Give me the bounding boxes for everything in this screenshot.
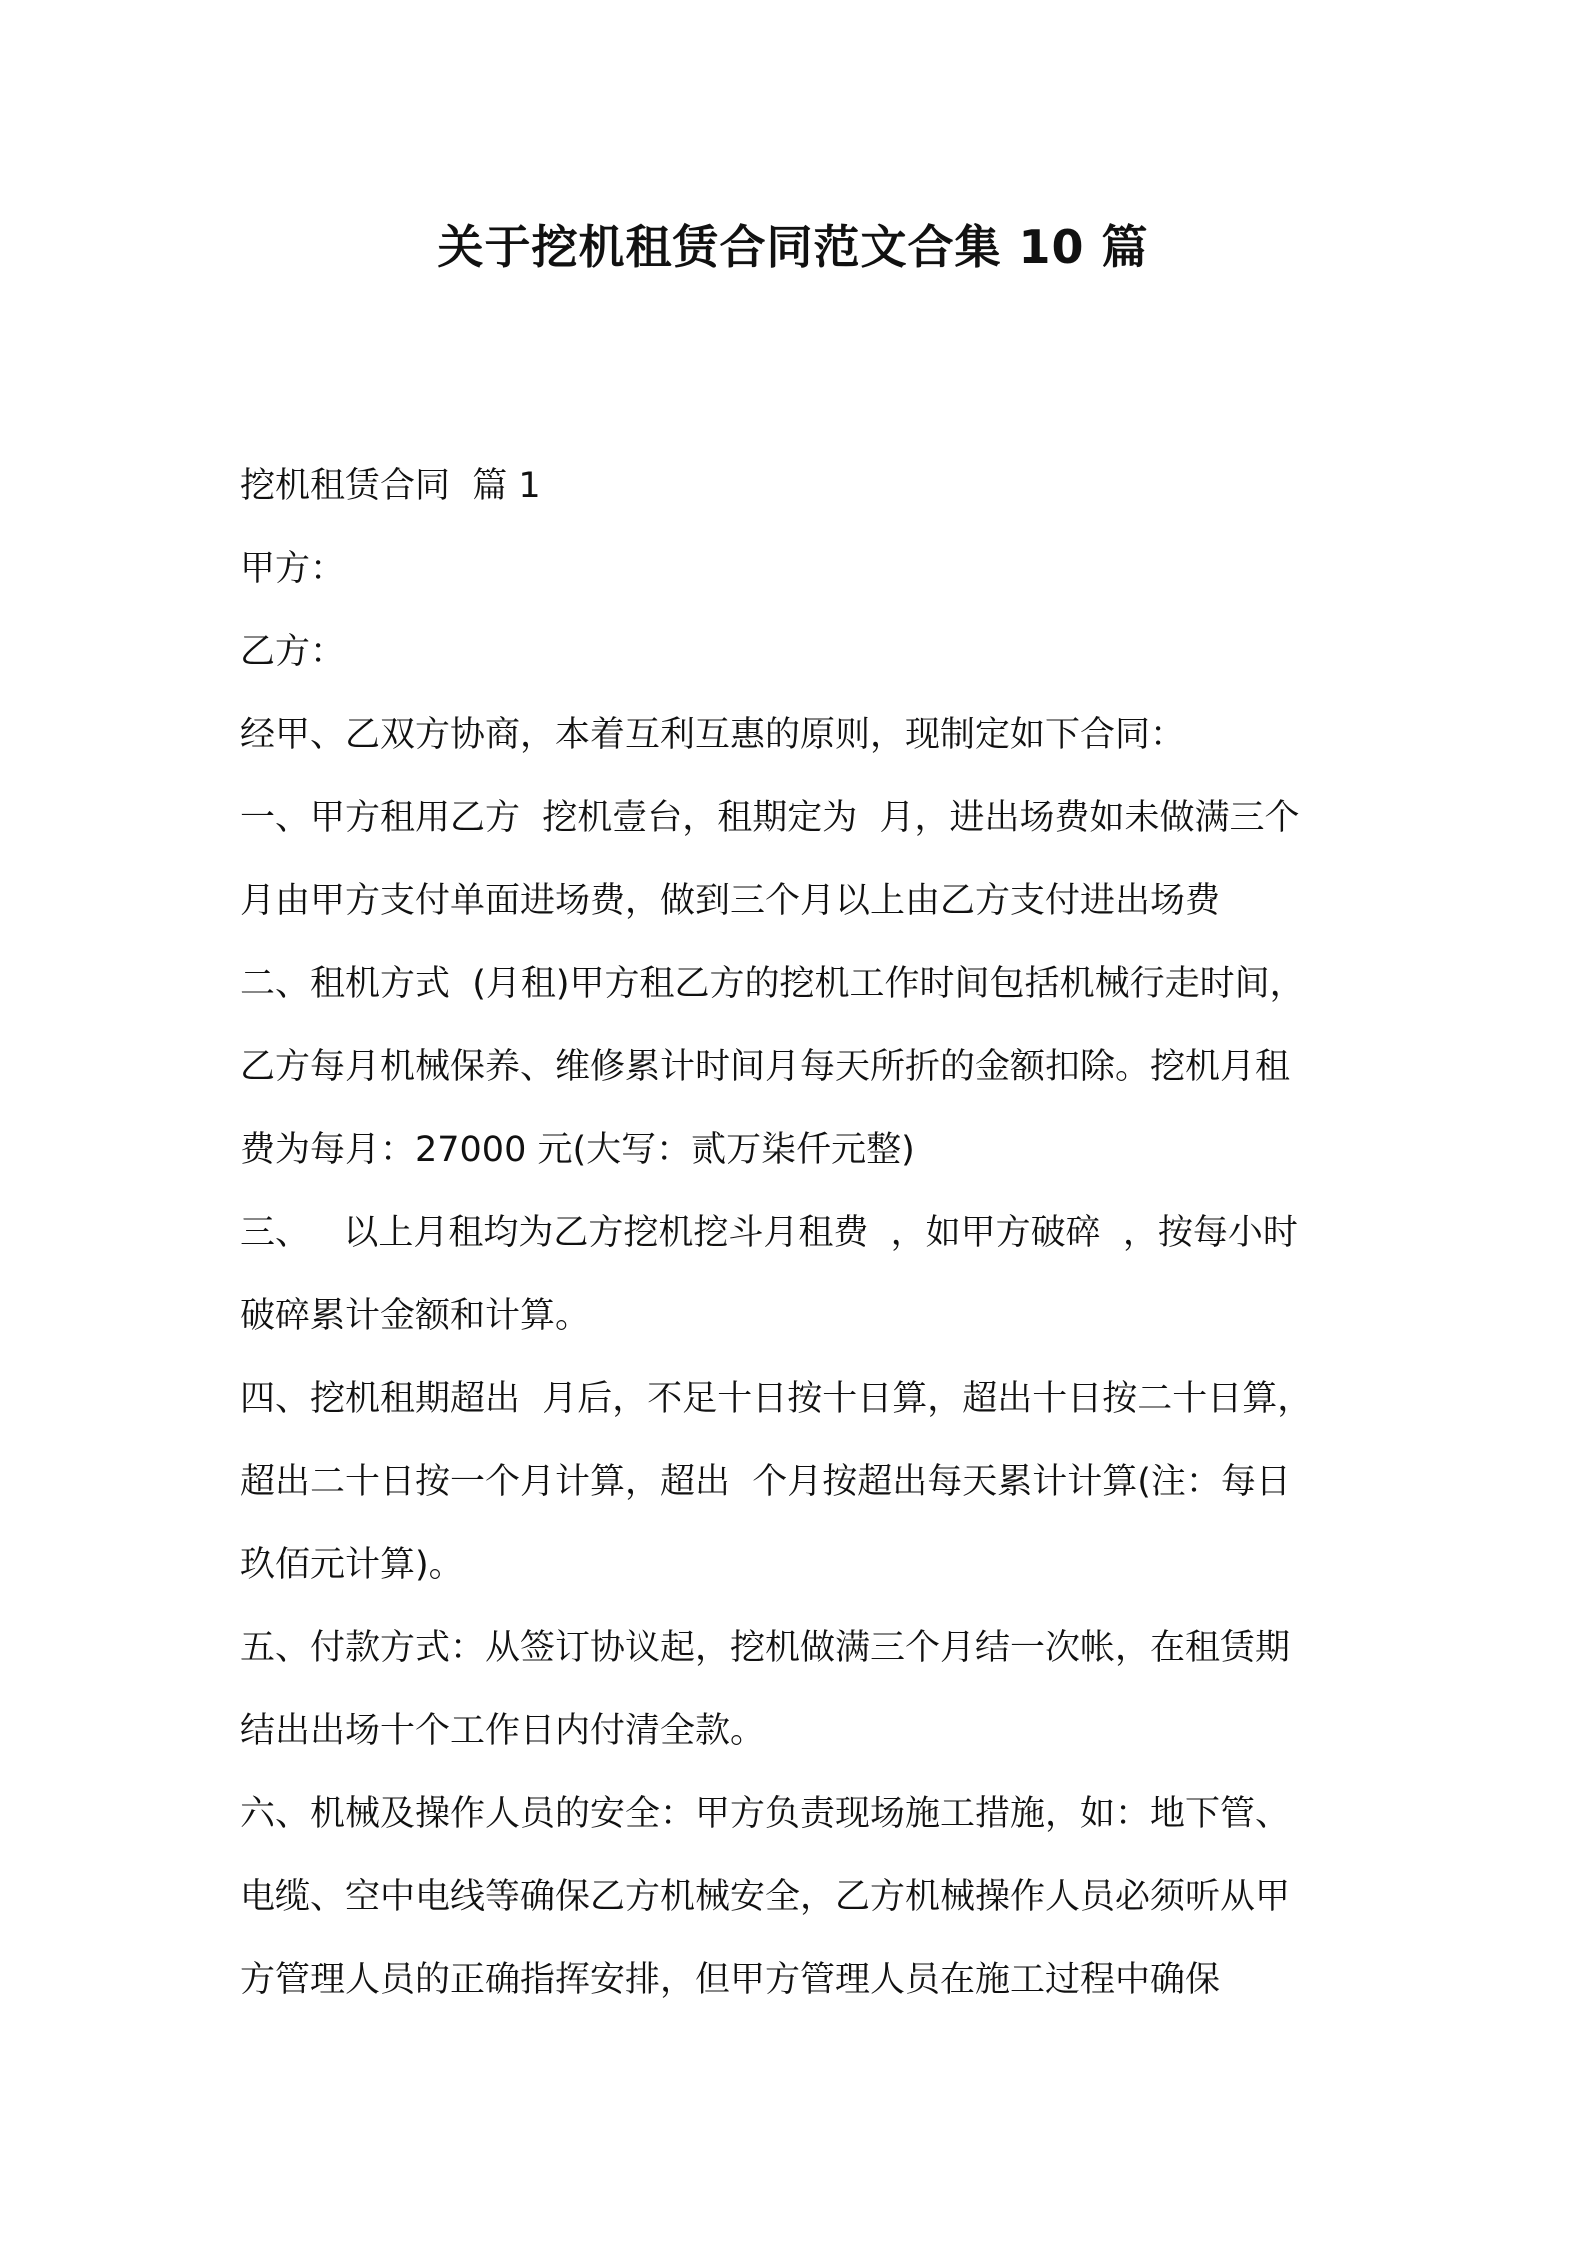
clause-4-line-1: 四、挖机租期超出 月后，不足十日按十日算，超出十日按二十日算，: [240, 1379, 1313, 1419]
preamble-line: 经甲、乙双方协商，本着互利互惠的原则，现制定如下合同：: [240, 715, 1186, 755]
party-a-line: 甲方：: [240, 549, 346, 589]
clause-3-line-1: 三、 以上月租均为乙方挖机挖斗月租费 ，如甲方破碎 ，按每小时: [240, 1213, 1298, 1253]
clause-5-line-1: 五、付款方式：从签订协议起，挖机做满三个月结一次帐，在租赁期: [240, 1628, 1291, 1668]
clause-1-line-2: 月由甲方支付单面进场费，做到三个月以上由乙方支付进出场费: [240, 881, 1221, 921]
clause-6-line-3: 方管理人员的正确指挥安排，但甲方管理人员在施工过程中确保: [240, 1960, 1221, 2000]
section-heading: 挖机租赁合同 篇 1: [240, 466, 541, 506]
clause-2-line-1: 二、租机方式 (月租)甲方租乙方的挖机工作时间包括机械行走时间，: [240, 964, 1305, 1004]
document-body: [240, 445, 1360, 2022]
clause-3-line-2: 破碎累计金额和计算。: [240, 1296, 591, 1336]
clause-4-line-2: 超出二十日按一个月计算，超出 个月按超出每天累计计算(注：每日: [240, 1462, 1291, 1502]
clause-6-line-1: 六、机械及操作人员的安全：甲方负责现场施工措施，如：地下管、: [240, 1794, 1291, 1834]
clause-5-line-2: 结出出场十个工作日内付清全款。: [240, 1711, 766, 1751]
clause-2-line-3: 费为每月：27000 元(大写：贰万柒仟元整): [240, 1130, 915, 1170]
document-title: 关于挖机租赁合同范文合集 10 篇: [437, 220, 1149, 274]
clause-6-line-2: 电缆、空中电线等确保乙方机械安全，乙方机械操作人员必须听从甲: [240, 1877, 1291, 1917]
party-b-line: 乙方：: [240, 632, 346, 672]
clause-4-line-3: 玖佰元计算)。: [240, 1545, 464, 1585]
clause-1-line-1: 一、甲方租用乙方 挖机壹台，租期定为 月，进出场费如未做满三个: [240, 798, 1300, 838]
clause-2-line-2: 乙方每月机械保养、维修累计时间月每天所折的金额扣除。挖机月租: [240, 1047, 1291, 1087]
